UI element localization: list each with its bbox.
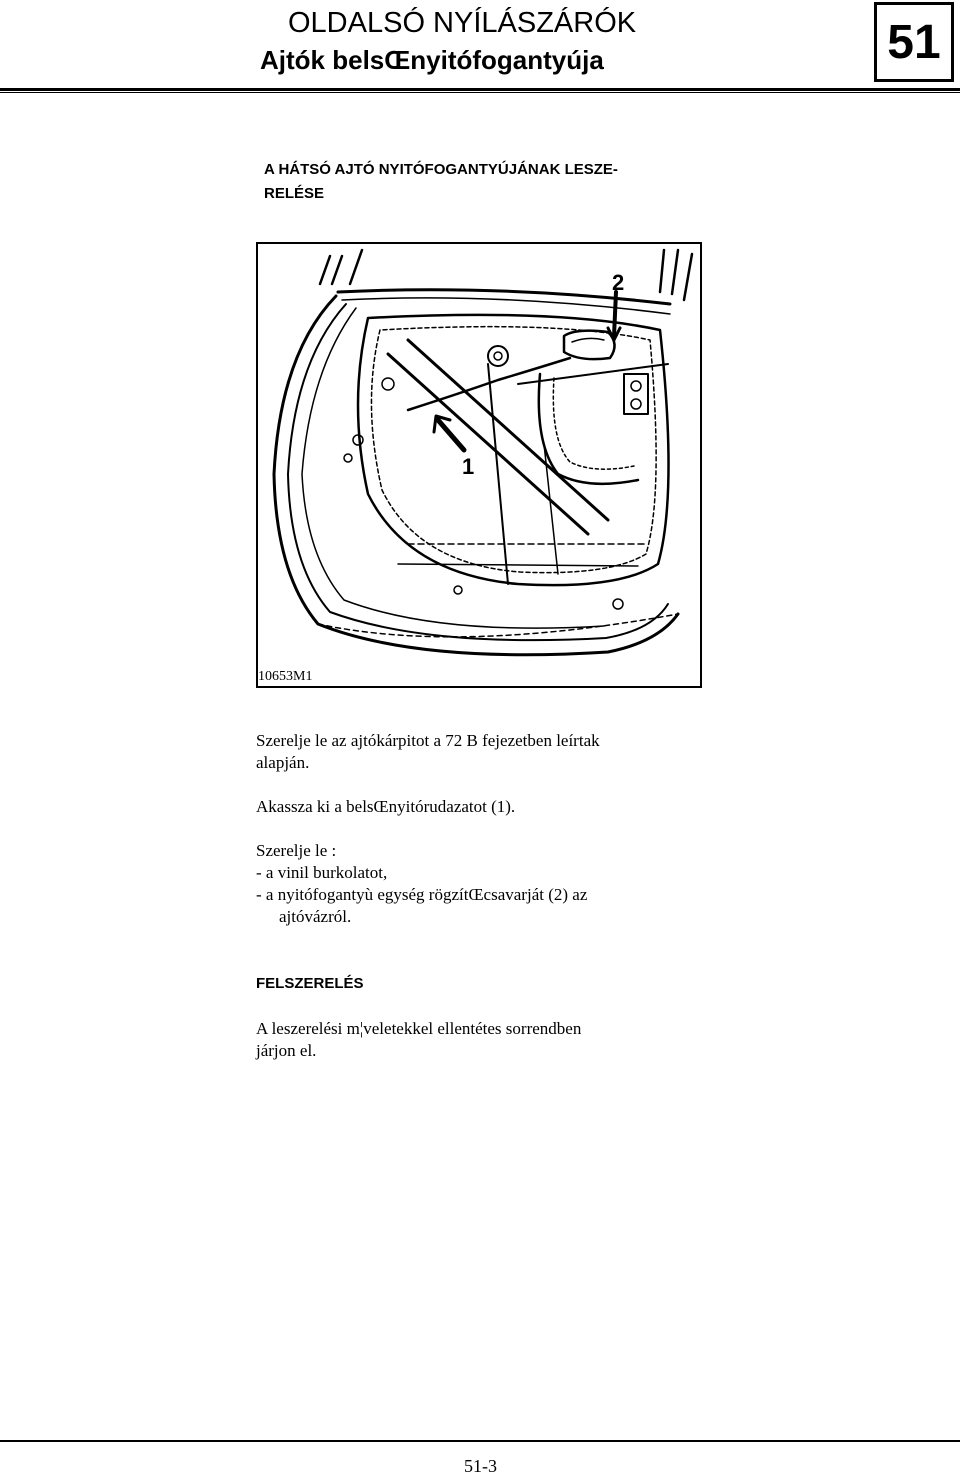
door-outer-shell — [274, 296, 678, 655]
footer-divider — [0, 1440, 960, 1442]
inner-handle — [564, 331, 615, 359]
window-frame-front-post — [320, 250, 362, 284]
chapter-number-badge: 51 — [874, 2, 954, 82]
removal-paragraph-1-line-2: alapján. — [256, 753, 310, 772]
removal-paragraph-2-text: Akassza ki a belsŒnyitórudazatot (1). — [256, 797, 516, 816]
fixing-hole — [488, 346, 508, 366]
removal-step-1: - a vinil burkolatot, — [256, 863, 388, 882]
header-divider — [0, 88, 960, 91]
removal-heading-line-1: A HÁTSÓ AJTÓ NYITÓFOGANTYÚJÁNAK LESZE- — [264, 161, 618, 178]
door-diagram-figure — [256, 242, 702, 688]
installation-paragraph — [256, 1018, 696, 1062]
removal-heading-line-2: RELÉSE — [264, 185, 325, 202]
callout-arrow-2 — [614, 292, 616, 336]
page-number: 51-3 — [464, 1456, 497, 1476]
figure-reference: 10653M1 — [258, 669, 313, 684]
callout-arrow-1 — [438, 420, 464, 450]
header-divider-thin — [0, 92, 960, 93]
removal-paragraph-1 — [256, 730, 696, 774]
removal-paragraph-2 — [256, 796, 696, 818]
regulator-arm — [388, 354, 588, 534]
removal-steps — [256, 840, 696, 928]
installation-line-1: A leszerelési m¦veletekkel ellentétes sorrendben — [256, 1019, 582, 1038]
callout-label-1: 1 — [462, 454, 475, 479]
lock-mechanism — [624, 374, 648, 414]
callout-label-2: 2 — [612, 270, 625, 295]
removal-paragraph-1-line-1: Szerelje le az ajtókárpitot a 72 B fejezetben leírtak — [256, 731, 600, 750]
installation-heading: FELSZERELÉS — [256, 975, 364, 992]
door-interior-drawing — [258, 244, 700, 686]
removal-step-2-line-1: - a nyitófogantyù egység rögzítŒcsavarját (2) az — [256, 885, 588, 904]
window-frame-rear-post — [660, 250, 692, 300]
installation-line-2: járjon el. — [256, 1041, 317, 1060]
page-subtitle: Ajtók belsŒnyitófogantyúja — [260, 45, 604, 75]
removal-steps-intro: Szerelje le : — [256, 841, 337, 860]
section-title: OLDALSÓ NYÍLÁSZÁRÓK — [288, 7, 637, 39]
removal-step-2-line-2: ajtóvázról. — [279, 907, 352, 926]
